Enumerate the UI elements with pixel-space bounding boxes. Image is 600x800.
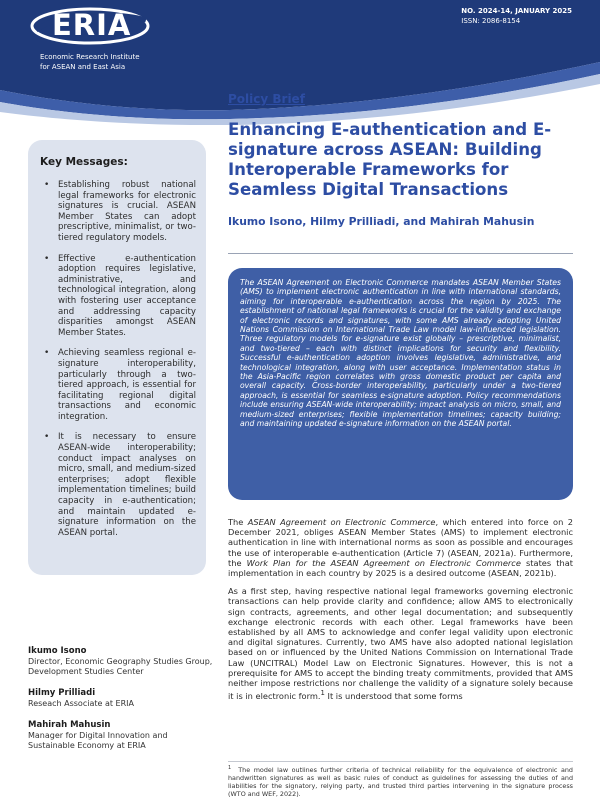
issue-number: NO. 2024-14, JANUARY 2025 — [461, 7, 572, 15]
author-name: Hilmy Prilliadi — [28, 688, 96, 698]
logo-wordmark: ERIA — [52, 8, 132, 42]
document-type-label: Policy Brief — [228, 92, 305, 106]
author-role: Director, Economic Geography Studies Group, Development Studies Center — [28, 657, 213, 676]
key-message-item: • Effective e-authentication adoption requires legislative, administrative, and technological integration, along with fostering user acceptance and addressing capacity disparities amongst ASEAN Member States. — [40, 254, 196, 339]
footnote-ref[interactable]: 1 — [320, 689, 325, 698]
key-messages-heading: Key Messages: — [40, 156, 128, 168]
author-entry — [28, 687, 213, 709]
abstract-box — [228, 268, 573, 500]
author-entry — [28, 719, 213, 751]
key-message-item: • It is necessary to ensure ASEAN-wide interoperability; conduct impact analyses on micro, small, and medium-sized enterprises; adopt flexible implementation timelines; build capacity in e-authentication; and maintain updated e-signature information on the ASEAN portal. — [40, 432, 196, 538]
byline: Ikumo Isono, Hilmy Prilliadi, and Mahirah Mahusin — [228, 215, 535, 228]
key-messages-box — [28, 140, 206, 575]
author-name: Mahirah Mahusin — [28, 720, 111, 730]
issue-info — [461, 6, 572, 26]
body-text — [228, 517, 573, 709]
footnote-divider — [228, 761, 573, 762]
page-header — [0, 0, 600, 125]
author-entry — [28, 645, 213, 677]
author-role: Manager for Digital Innovation and Sustainable Economy at ERIA — [28, 731, 168, 750]
footnote: $^1$ The model law outlines further criteria of technical reliability for the equivalence of electronic and handwritten signatures as well as basic rules of conduct as guidelines for assessing the duties of and liabilities for the signatory, relying party, and trusted third parties intervening in the signature process (WTO and WEF, 2022). — [228, 765, 573, 799]
author-name: Ikumo Isono — [28, 646, 87, 656]
key-messages-list — [40, 180, 196, 538]
institute-name: Economic Research Institute for ASEAN and East Asia — [40, 53, 140, 71]
key-message-item: • Achieving seamless regional e-signature interoperability, particularly through a two-tiered approach, is essential for facilitating regional digital transactions and economic integration. — [40, 348, 196, 422]
abstract-text: The ASEAN Agreement on Electronic Commerce mandates ASEAN Member States (AMS) to implement electronic authentication in line with international standards, aiming for interoperable e-authentication across the region by 2025. The establishment of national legal frameworks is crucial for the validity and exchange of electronic records and signatures, with some AMS already adopting United Nations Commission on International Trade Law model law-influenced legislation. Three regulatory models for e-signature exist globally – prescriptive, minimalist, and two-tiered – each with distinct implications for security and flexibility. Successful e-authentication adoption involves legislative, administrative, and technological integration, along with user acceptance. Implementation status in the Asia-Pacific region correlates with gross domestic product per capita and overall capacity. Cross-border interoperability, particularly under a two-tiered approach, is essential for seamless e-signature adoption. Policy recommendations include ensuring ASEAN-wide interoperability; impact analysis on micro, small, and medium-sized enterprises; flexible implementation timelines; capacity building; and maintaining updated e-signature information on the ASEAN portal. — [240, 278, 561, 429]
issn: ISSN: 2086-8154 — [461, 17, 521, 25]
divider — [228, 253, 573, 254]
key-message-item: • Establishing robust national legal frameworks for electronic signatures is crucial. ASEAN Member States can adopt prescriptive, minimalist, or two-tiered regulatory models. — [40, 180, 196, 244]
author-list — [28, 645, 213, 761]
body-paragraph: As a first step, having respective national legal frameworks governing electronic transactions can help provide clarity and confidence; allow AMS to electronically sign contracts, agreements, and other legal documentation; and subsequently exchange electronic records with each other. Legal frameworks have been established by all AMS to acknowledge and confer legal validity upon electronic and digital signatures. Currently, two AMS have also adopted national legislation based on or influenced by the United Nations Commission on International Trade Law (UNCITRAL) Model Law on Electronic Signatures. However, this is not a prerequisite for AMS to accept the binding treaty commitments, provided that AMS neither impose restrictions nor challenge the validity of a signature solely because it is in electronic form.$^1$ It is understood that some forms — [228, 586, 573, 701]
page-title: Enhancing E-authentication and E-signature across ASEAN: Building Interoperable Frameworks for Seamless Digital Transactions — [228, 120, 552, 199]
body-paragraph: The ASEAN Agreement on Electronic Commerce, which entered into force on 2 December 2021, obliges ASEAN Member States (AMS) to implement electronic authentication in line with international norms as soon as possible and encourages the use of interoperable e-authentication (Article 7) (ASEAN, 2021a). Furthermore, the Work Plan for the ASEAN Agreement on Electronic Commerce states that implementation in each country by 2025 is a desired outcome (ASEAN, 2021b). — [228, 517, 574, 579]
author-role: Reseach Associate at ERIA — [28, 699, 134, 708]
